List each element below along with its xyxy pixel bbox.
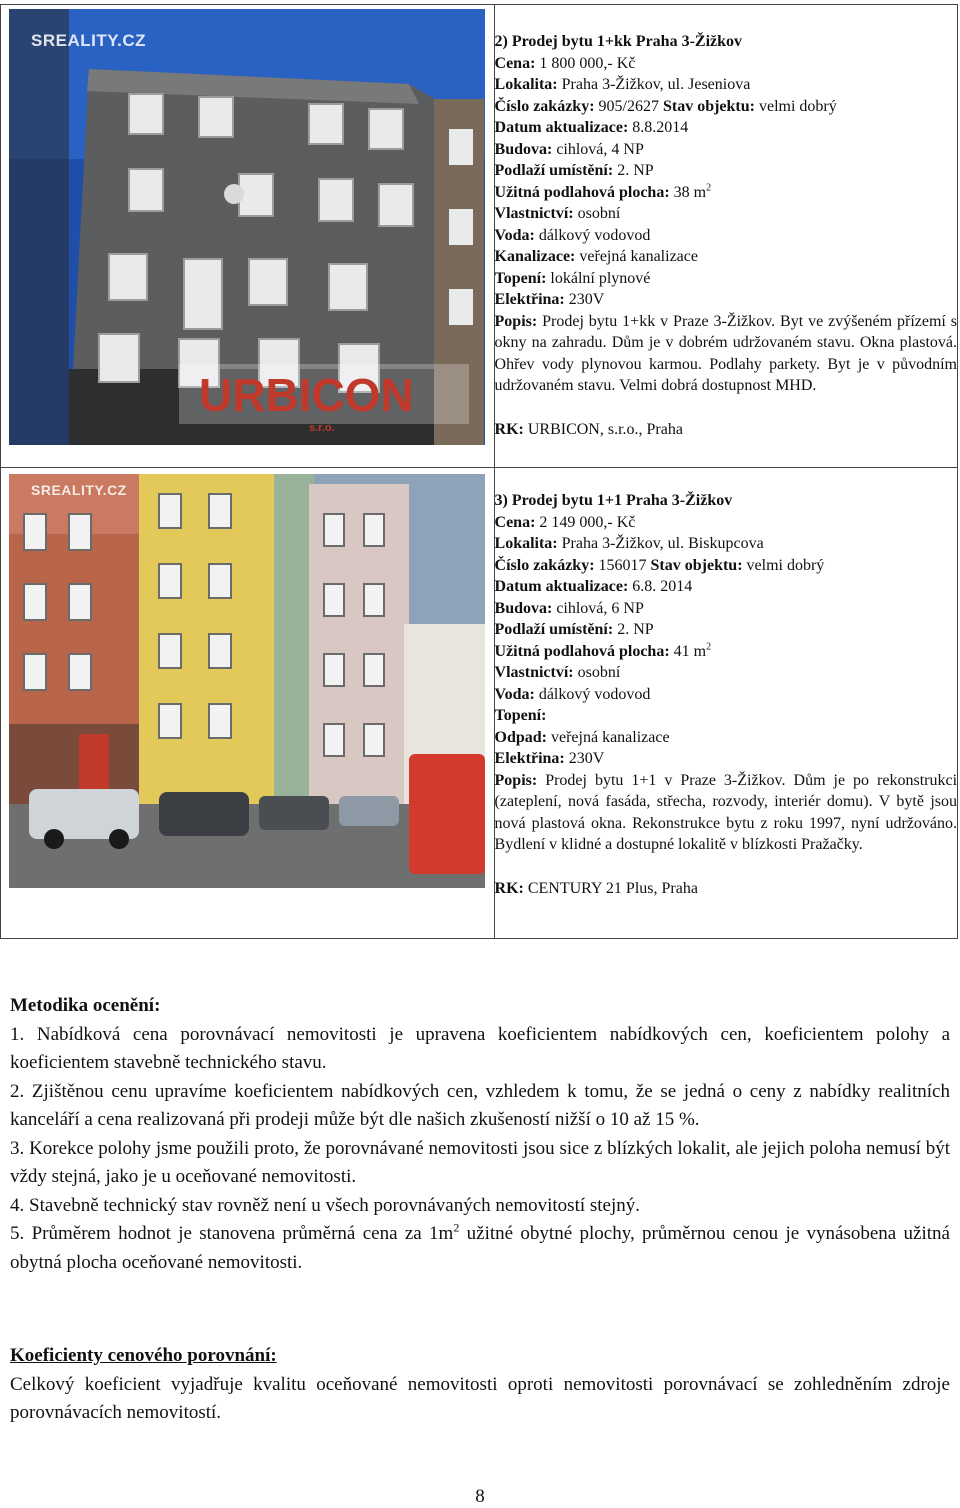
agency-line: RK: URBICON, s.r.o., Praha <box>494 420 683 438</box>
listing-title: 3) Prodej bytu 1+1 Praha 3-Žižkov <box>494 492 733 509</box>
method-point-1: 1. Nabídková cena porovnávací nemovitosti je upravena koeficientem nabídkových cen, koeficientem polohy a koeficientem stavebně technického stavu. <box>10 1023 950 1073</box>
building-photo <box>9 474 485 888</box>
urbicon-logo: URBICON <box>199 369 414 421</box>
sreality-watermark: SREALITY.CZ <box>31 482 127 498</box>
locality-line: Lokalita: Praha 3-Žižkov, ul. Biskupcova <box>494 535 764 552</box>
building-line: Budova: cihlová, 6 NP <box>494 599 644 617</box>
description: Popis: Prodej bytu 1+1 v Praze 3-Žižkov. Dům je po rekonstrukci (zateplení, nová fasáda, střecha, rozvody, interiér domu). V bytě jsou nová plastová okna. Rekonstrukce bytu z roku 1997, nyní udržováno. Bydlení v klidné a dostupné lokalitě v blízkosti Pražačky. <box>494 771 958 853</box>
waste-line: Odpad: veřejná kanalizace <box>494 728 670 746</box>
method-point-3: 3. Korekce polohy jsme použili proto, že porovnávané nemovitosti jsou sice z blízkých lokalit, ale jejich poloha nemusí být vždy stejná, jako je u oceňované nemovitosti. <box>10 1137 950 1187</box>
listing-photo-cell <box>1 5 495 468</box>
urbicon-logo-sub: s.r.o. <box>309 422 335 434</box>
method-point-4: 4. Stavebně technický stav rovněž není u všech porovnávaných nemovitostí stejný. <box>10 1194 641 1216</box>
listing-title: 2) Prodej bytu 1+kk Praha 3-Žižkov <box>494 33 743 50</box>
order-line: Číslo zakázky: 156017 Stav objektu: velmi dobrý <box>494 556 825 574</box>
ownership-line: Vlastnictví: osobní <box>494 664 621 681</box>
page-number: 8 <box>475 1486 485 1507</box>
updated-line: Datum aktualizace: 8.8.2014 <box>494 119 689 136</box>
heating-line: Topení: <box>494 707 547 724</box>
sewer-line: Kanalizace: veřejná kanalizace <box>494 248 698 265</box>
listing-row-2 <box>1 468 958 939</box>
locality-line: Lokalita: Praha 3-Žižkov, ul. Jeseniova <box>494 76 751 93</box>
listings-table <box>0 4 958 939</box>
building-photo <box>9 9 485 445</box>
area-line: Užitná podlahová plocha: 38 $m^2$ <box>494 182 712 201</box>
listing-photo-cell <box>1 468 495 939</box>
coefficients-text: Celkový koeficient vyjadřuje kvalitu oceňované nemovitosti oproti nemovitosti porovnávací se zohledněním zdroje porovnávacích nemovitostí. <box>10 1373 950 1423</box>
area-line: Užitná podlahová plocha: 41 $m^2$ <box>494 641 712 660</box>
method-point-2: 2. Zjištěnou cenu upravíme koeficientem nabídkových cen, vzhledem k tomu, že se jedná o ceny z nabídky realitních kanceláří a cena realizovaná při prodeji může být dle našich zkušeností nižší o 10 až 15 %. <box>10 1080 950 1130</box>
building-line: Budova: cihlová, 4 NP <box>494 140 644 158</box>
electric-line: Elektřina: 230V <box>494 291 605 308</box>
description: Popis: Prodej bytu 1+kk v Praze 3-Žižkov. Byt ve zvýšeném přízemí s okny na zahradu. Dům je v dobrém udržovaném stavu. Okna plastová. Ohřev vody plynovou karmou. Podlahy parkety. Byt je v původním udržovaném stavu. Velmi dobrá dostupnost MHD. <box>494 312 957 394</box>
coefficients-heading: Koeficienty cenového porovnání: <box>10 1345 277 1366</box>
coefficients-section <box>10 1342 950 1428</box>
listing-row-1 <box>1 5 958 468</box>
method-heading: Metodika ocenění: <box>10 995 161 1016</box>
ownership-line: Vlastnictví: osobní <box>494 205 621 222</box>
heating-line: Topení: lokální plynové <box>494 269 651 287</box>
water-line: Voda: dálkový vodovod <box>494 685 651 703</box>
order-line: Číslo zakázky: 905/2627 Stav objektu: velmi dobrý <box>494 97 837 115</box>
method-section <box>10 992 950 1277</box>
listing-text-cell <box>494 5 957 468</box>
electric-line: Elektřina: 230V <box>494 750 605 767</box>
floor-line: Podlaží umístění: 2. NP <box>494 621 654 638</box>
price-line: Cena: 1 800 000,- Kč <box>494 54 636 72</box>
water-line: Voda: dálkový vodovod <box>494 226 651 244</box>
floor-line: Podlaží umístění: 2. NP <box>494 162 654 179</box>
updated-line: Datum aktualizace: 6.8. 2014 <box>494 578 693 595</box>
sreality-watermark: SREALITY.CZ <box>31 31 147 50</box>
listing-text-cell <box>494 468 957 939</box>
method-point-5: 5. Průměrem hodnot je stanovena průměrná cena za $1m^2$ užitné obytné plochy, průměrnou cenou je vynásobena užitná obytná plocha oceňované nemovitosti. <box>10 1220 950 1273</box>
price-line: Cena: 2 149 000,- Kč <box>494 513 636 531</box>
agency-line: RK: CENTURY 21 Plus, Praha <box>494 879 698 897</box>
